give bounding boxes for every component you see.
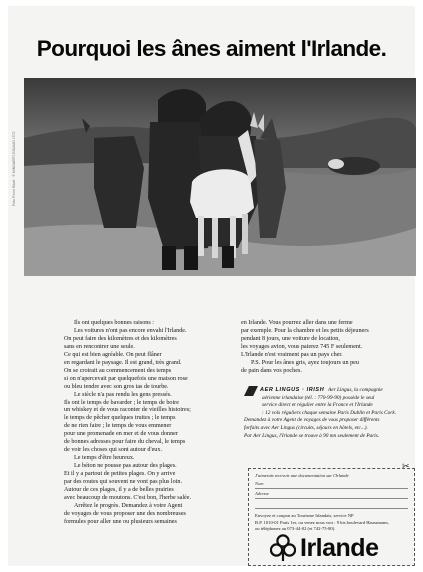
body-line: ou bleu tendre avec son gros tas de tourbe. xyxy=(64,383,169,390)
name-field[interactable]: Nom xyxy=(255,479,408,489)
body-line: en Irlande. Vous pourrez aller dans une ferme xyxy=(241,320,353,326)
body-line: P.S. Pour les ânes gris, ayez toujours un peu xyxy=(251,359,359,366)
body-line: pour une promenade en mer et de vous donner xyxy=(64,431,178,438)
body-line: de voir les choses qui sont autour d'eux. xyxy=(64,447,162,454)
body-line: un whiskey et de vous raconter de vieilles histoires; xyxy=(64,407,191,414)
donkeys-photo xyxy=(24,78,416,276)
body-line: par des routes qui souvent ne vont pas plus loin. xyxy=(64,479,183,486)
aer-line: aérienne irlandaise (tél. : 770-99-90) possède le seul xyxy=(262,394,375,401)
body-line: de ne rien faire ; le temps de vous emmener xyxy=(64,423,172,430)
coupon-send-line: B.P. 1010-01 Paris 1er, ou venez nous voir : 9 bis boulevard Haussmann, xyxy=(255,519,389,525)
body-line: le temps de pêcher quelques truites ; le temps xyxy=(64,415,176,422)
body-line: Ils ont le temps de bavarder ; le temps de boire xyxy=(64,399,179,406)
coupon-send-line: Envoyez et coupon au Tourisme Irlandais, service NP xyxy=(255,513,354,519)
body-line: sans en rencontrer une seule. xyxy=(64,343,135,350)
shamrock-icon xyxy=(270,534,296,562)
advertisement-page xyxy=(8,6,415,566)
aer-line: Aer Lingus, la compagnie xyxy=(328,387,383,393)
body-line: Et il y a partout de petites plages. On y arrive xyxy=(64,471,176,478)
aer-line: Demandez à votre Agent de voyages de vous proposer différents xyxy=(244,417,380,424)
body-line: On se croirait au commencement des temps xyxy=(64,367,172,374)
body-line: L'Irlande n'est vraiment pas un pays cher. xyxy=(241,351,343,358)
body-line: Le siècle n'a pas rendu les gens pressés. xyxy=(74,391,172,398)
irlande-logo xyxy=(270,534,420,562)
body-line: si on n'apercevait par quelquefois une maison rose xyxy=(64,375,188,382)
body-line: de bonnes adresses pour faire du cheval, le temps xyxy=(64,439,186,446)
aer-lingus-notice xyxy=(244,384,416,446)
body-line: avec beaucoup de moutons. C'est bon, l'herbe salée. xyxy=(64,494,192,501)
body-line: Ils ont quelques bonnes raisons : xyxy=(74,320,154,326)
address-field[interactable]: Adresse xyxy=(255,489,408,499)
body-line: formules pour aller une ou plusieurs semaines xyxy=(64,518,177,525)
body-line: les voyages avion, vous paierez 745 F seulement. xyxy=(241,343,363,350)
body-line: Autour de ces plages, il y a de belles prairies xyxy=(64,487,174,494)
coupon-send-line: ou téléphonez au 073-44-02 (et 742-75-80). xyxy=(255,526,336,532)
headline: Pourquoi les ânes aiment l'Irlande. xyxy=(36,36,387,61)
photo-illustration xyxy=(24,78,416,276)
scissors-icon: ✂ xyxy=(402,462,410,472)
aer-line: Par Aer Lingus, l'Irlande se trouve à 90 mn seulement de Paris. xyxy=(244,432,380,439)
coupon-title: J'aimerais recevoir une documentation sur l'Irlande xyxy=(255,473,349,478)
body-line: Les voitures n'ont pas encore envahi l'Irlande. xyxy=(74,327,187,334)
body-line: par exemple. Pour la chambre et les petits déjeuners xyxy=(241,327,369,334)
address-field-line-2[interactable] xyxy=(255,499,408,509)
body-line: en regardant le paysage. Il est grand, très grand. xyxy=(64,359,182,366)
body-line: de pain dans vos poches. xyxy=(241,367,302,374)
body-line: Ce qui est bien agréable. On peut flâner xyxy=(64,351,162,358)
aer-lingus-text xyxy=(244,387,416,440)
body-line: Le temps d'être heureux. xyxy=(74,455,135,462)
body-line: Arrêtez le progrès. Demandez à votre Agent xyxy=(74,502,183,509)
body-line: Le béton ne pousse pas autour des plages. xyxy=(74,463,177,470)
photo-credit: Foto Pierre Bluet · © MINNAERT-RIGAUD 1972 xyxy=(12,131,16,206)
aer-lingus-brand: AER LINGUS · IRISH xyxy=(260,387,325,393)
body-line: de voyages de vous proposer une des nombreuses xyxy=(64,510,186,517)
body-line: On peut faire des kilomètres et des kilomètres xyxy=(64,335,177,342)
aer-line: forfaits avec Aer Lingus (circuits, séjours en hôtels, etc...). xyxy=(244,424,368,431)
aer-line: service direct et régulier entre la France et l'Irlande xyxy=(262,402,373,409)
aer-line: : 12 vols réguliers chaque semaine Paris Dublin et Paris Cork. xyxy=(262,409,397,416)
brand-wordmark: Irlande xyxy=(300,534,379,562)
body-line: pendant 8 jours, une voiture de location, xyxy=(241,335,340,342)
body-text-right-column xyxy=(241,320,416,376)
body-text-left-column xyxy=(64,320,234,527)
